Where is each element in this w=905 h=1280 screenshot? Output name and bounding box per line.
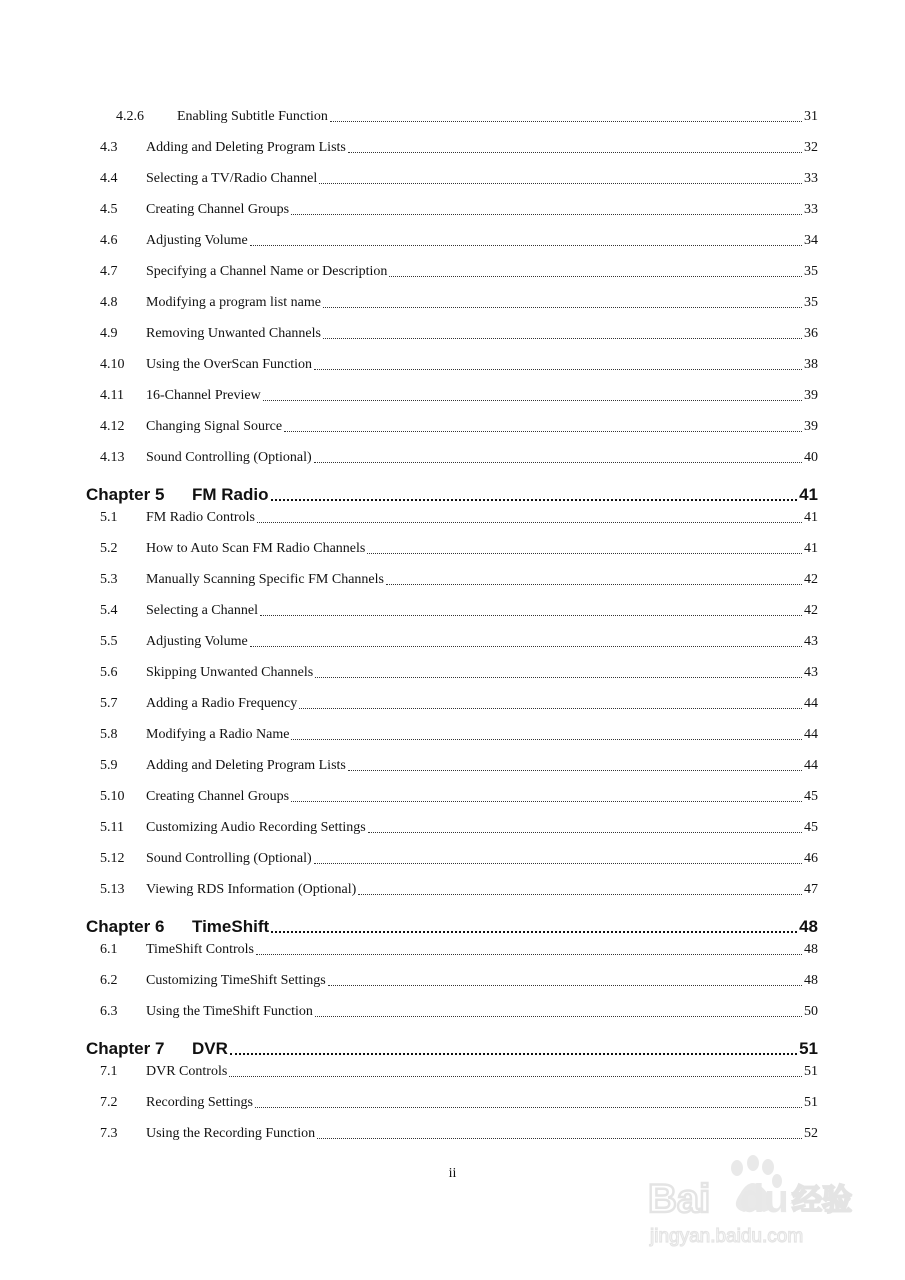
toc-entry-number: 4.8	[100, 295, 118, 310]
toc-entry-4-6[interactable]	[100, 231, 818, 251]
dot-leader	[314, 368, 802, 370]
toc-entry-5-12[interactable]	[100, 849, 818, 869]
toc-entry-title: Customizing TimeShift Settings	[146, 973, 326, 988]
dot-leader	[291, 800, 802, 802]
toc-entry-title: Recording Settings	[146, 1095, 253, 1110]
toc-entry-number: 4.5	[100, 202, 118, 217]
dot-leader	[314, 862, 802, 864]
toc-entry-4-11[interactable]	[100, 386, 818, 406]
toc-entry-title: Modifying a Radio Name	[146, 727, 290, 742]
toc-entry-title: Sound Controlling (Optional)	[146, 851, 312, 866]
toc-entry-page: 41	[804, 541, 818, 556]
toc-entry-4-10[interactable]	[100, 355, 818, 375]
toc-chapter-6[interactable]	[86, 915, 818, 939]
dot-leader	[389, 275, 802, 277]
dot-leader	[323, 306, 802, 308]
toc-entry-number: 5.13	[100, 882, 125, 897]
dot-leader	[368, 831, 802, 833]
toc-entry-title: Sound Controlling (Optional)	[146, 450, 312, 465]
toc-entry-6-2[interactable]	[100, 971, 818, 991]
toc-entry-number: 4.6	[100, 233, 118, 248]
toc-entry-number: 5.3	[100, 572, 118, 587]
toc-entry-page: 44	[804, 758, 818, 773]
toc-entry-title: Adding and Deleting Program Lists	[146, 758, 346, 773]
toc-entry-number: 5.12	[100, 851, 125, 866]
dot-leader	[386, 583, 802, 585]
toc-entry-title: Adjusting Volume	[146, 634, 248, 649]
toc-entry-number: 4.7	[100, 264, 118, 279]
toc-entry-number: 4.4	[100, 171, 118, 186]
toc-entry-title: TimeShift Controls	[146, 942, 255, 957]
dot-leader	[299, 707, 802, 709]
svg-text:du: du	[740, 1177, 789, 1221]
toc-entry-title: Customizing Audio Recording Settings	[146, 820, 366, 835]
toc-entry-4-4[interactable]	[100, 169, 818, 189]
toc-entry-5-3[interactable]	[100, 570, 818, 590]
toc-entry-page: 40	[804, 450, 818, 465]
toc-entry-title: How to Auto Scan FM Radio Channels	[146, 541, 366, 556]
dot-leader	[367, 552, 802, 554]
dot-leader	[271, 930, 797, 933]
toc-entry-5-6[interactable]	[100, 663, 818, 683]
svg-text:经验: 经验	[792, 1183, 852, 1218]
chapter-number: Chapter 7	[86, 1039, 165, 1058]
toc-entry-number: 5.1	[100, 510, 118, 525]
toc-entry-page: 39	[804, 419, 818, 434]
toc-entry-number: 6.1	[100, 942, 118, 957]
toc-entry-number: 5.6	[100, 665, 118, 680]
dot-leader	[250, 244, 802, 246]
toc-entry-5-5[interactable]	[100, 632, 818, 652]
toc-entry-title: Creating Channel Groups	[146, 789, 290, 804]
toc-entry-title: Enabling Subtitle Function	[177, 109, 328, 124]
toc-entry-6-1[interactable]	[100, 940, 818, 960]
page-number: ii	[448, 1166, 457, 1181]
dot-leader	[291, 213, 802, 215]
toc-entry-page: 36	[804, 326, 818, 341]
dot-leader	[263, 399, 802, 401]
toc-entry-number: 4.3	[100, 140, 118, 155]
toc-entry-number: 5.8	[100, 727, 118, 742]
toc-entry-number: 5.7	[100, 696, 118, 711]
toc-entry-page: 33	[804, 171, 818, 186]
toc-chapter-7[interactable]	[86, 1037, 818, 1061]
dot-leader	[250, 645, 802, 647]
chapter-title: DVR	[192, 1039, 228, 1058]
toc-entry-page: 38	[804, 357, 818, 372]
toc-entry-5-1[interactable]	[100, 508, 818, 528]
toc-entry-page: 44	[804, 727, 818, 742]
toc-entry-title: Adding and Deleting Program Lists	[146, 140, 346, 155]
dot-leader	[229, 1075, 802, 1077]
dot-leader	[315, 676, 802, 678]
toc-entry-4-7[interactable]	[100, 262, 818, 282]
toc-entry-page: 39	[804, 388, 818, 403]
dot-leader	[271, 498, 798, 501]
chapter-page: 48	[799, 917, 818, 936]
chapter-number: Chapter 5	[86, 485, 165, 504]
dot-leader	[256, 953, 802, 955]
toc-entry-5-10[interactable]	[100, 787, 818, 807]
toc-entry-4-8[interactable]	[100, 293, 818, 313]
toc-entry-page: 35	[804, 264, 818, 279]
baidu-jingyan-watermark	[640, 1150, 860, 1250]
chapter-number: Chapter 6	[86, 917, 165, 936]
toc-entry-title: Removing Unwanted Channels	[146, 326, 321, 341]
toc-entry-page: 44	[804, 696, 818, 711]
toc-entry-7-1[interactable]	[100, 1062, 818, 1082]
toc-entry-4-9[interactable]	[100, 324, 818, 344]
dot-leader	[330, 120, 802, 122]
svg-text:jingyan.baidu.com: jingyan.baidu.com	[650, 1226, 804, 1247]
toc-entry-4-12[interactable]	[100, 417, 818, 437]
toc-entry-page: 34	[804, 233, 818, 248]
toc-entry-title: Manually Scanning Specific FM Channels	[146, 572, 384, 587]
dot-leader	[348, 769, 802, 771]
toc-entry-page: 45	[804, 820, 818, 835]
toc-entry-5-7[interactable]	[100, 694, 818, 714]
toc-entry-title: Adding a Radio Frequency	[146, 696, 298, 711]
toc-entry-page: 33	[804, 202, 818, 217]
toc-entry-7-3[interactable]	[100, 1124, 818, 1144]
toc-entry-page: 52	[804, 1126, 818, 1141]
toc-entry-5-11[interactable]	[100, 818, 818, 838]
dot-leader	[260, 614, 802, 616]
toc-entry-4-2-6[interactable]	[116, 107, 818, 127]
toc-entry-title: Selecting a TV/Radio Channel	[146, 171, 318, 186]
toc-entry-page: 50	[804, 1004, 818, 1019]
dot-leader	[328, 984, 802, 986]
toc-entry-page: 48	[804, 942, 818, 957]
toc-entry-page: 43	[804, 634, 818, 649]
toc-entry-title: 16-Channel Preview	[146, 388, 261, 403]
toc-entry-number: 4.11	[100, 388, 124, 403]
toc-entry-title: Using the Recording Function	[146, 1126, 316, 1141]
toc-entry-4-3[interactable]	[100, 138, 818, 158]
toc-entry-number: 4.10	[100, 357, 125, 372]
toc-entry-title: Using the TimeShift Function	[146, 1004, 313, 1019]
toc-entry-number: 4.2.6	[116, 109, 144, 124]
toc-entry-title: Using the OverScan Function	[146, 357, 313, 372]
toc-entry-title: DVR Controls	[146, 1064, 228, 1079]
toc-entry-5-13[interactable]	[100, 880, 818, 900]
chapter-page: 51	[799, 1039, 818, 1058]
dot-leader	[358, 893, 802, 895]
toc-entry-page: 51	[804, 1064, 818, 1079]
toc-entry-number: 5.9	[100, 758, 118, 773]
dot-leader	[315, 1015, 802, 1017]
toc-entry-number: 6.3	[100, 1004, 118, 1019]
toc-entry-title: Selecting a Channel	[146, 603, 258, 618]
toc-entry-page: 32	[804, 140, 818, 155]
svg-text:Bai: Bai	[648, 1177, 711, 1221]
toc-entry-number: 5.10	[100, 789, 125, 804]
toc-entry-7-2[interactable]	[100, 1093, 818, 1113]
toc-entry-number: 4.13	[100, 450, 125, 465]
toc-entry-5-9[interactable]	[100, 756, 818, 776]
toc-entry-5-2[interactable]	[100, 539, 818, 559]
toc-entry-page: 41	[804, 510, 818, 525]
toc-entry-page: 51	[804, 1095, 818, 1110]
toc-entry-title: Skipping Unwanted Channels	[146, 665, 314, 680]
chapter-title: FM Radio	[192, 485, 269, 504]
dot-leader	[257, 521, 802, 523]
toc-entry-page: 31	[804, 109, 818, 124]
chapter-title: TimeShift	[192, 917, 270, 936]
toc-entry-title: Changing Signal Source	[146, 419, 283, 434]
toc-entry-number: 7.3	[100, 1126, 118, 1141]
chapter-page: 41	[799, 485, 818, 504]
toc-entry-page: 35	[804, 295, 818, 310]
dot-leader	[319, 182, 802, 184]
toc-entry-page: 42	[804, 572, 818, 587]
toc-entry-number: 7.1	[100, 1064, 118, 1079]
dot-leader	[230, 1052, 797, 1055]
toc-entry-6-3[interactable]	[100, 1002, 818, 1022]
toc-entry-4-13[interactable]	[100, 448, 818, 468]
toc-entry-page: 45	[804, 789, 818, 804]
toc-entry-5-4[interactable]	[100, 601, 818, 621]
dot-leader	[314, 461, 802, 463]
toc-entry-title: Modifying a program list name	[146, 295, 321, 310]
toc-entry-number: 4.12	[100, 419, 125, 434]
toc-entry-number: 7.2	[100, 1095, 118, 1110]
toc-entry-number: 5.2	[100, 541, 118, 556]
toc-entry-number: 5.4	[100, 603, 118, 618]
toc-entry-title: Specifying a Channel Name or Description	[146, 264, 388, 279]
dot-leader	[291, 738, 802, 740]
toc-entry-title: FM Radio Controls	[146, 510, 255, 525]
dot-leader	[284, 430, 802, 432]
toc-entry-page: 48	[804, 973, 818, 988]
dot-leader	[255, 1106, 802, 1108]
toc-entry-number: 6.2	[100, 973, 118, 988]
toc-entry-number: 5.5	[100, 634, 118, 649]
toc-chapter-5[interactable]	[86, 483, 818, 507]
toc-entry-page: 46	[804, 851, 818, 866]
toc-entry-5-8[interactable]	[100, 725, 818, 745]
toc-entry-number: 4.9	[100, 326, 118, 341]
toc-entry-title: Viewing RDS Information (Optional)	[146, 882, 357, 897]
toc-entry-page: 43	[804, 665, 818, 680]
dot-leader	[348, 151, 802, 153]
toc-entry-page: 47	[804, 882, 818, 897]
dot-leader	[317, 1137, 802, 1139]
toc-entry-title: Adjusting Volume	[146, 233, 248, 248]
dot-leader	[323, 337, 802, 339]
toc-entry-4-5[interactable]	[100, 200, 818, 220]
toc-entry-page: 42	[804, 603, 818, 618]
toc-entry-title: Creating Channel Groups	[146, 202, 290, 217]
toc-entry-number: 5.11	[100, 820, 124, 835]
